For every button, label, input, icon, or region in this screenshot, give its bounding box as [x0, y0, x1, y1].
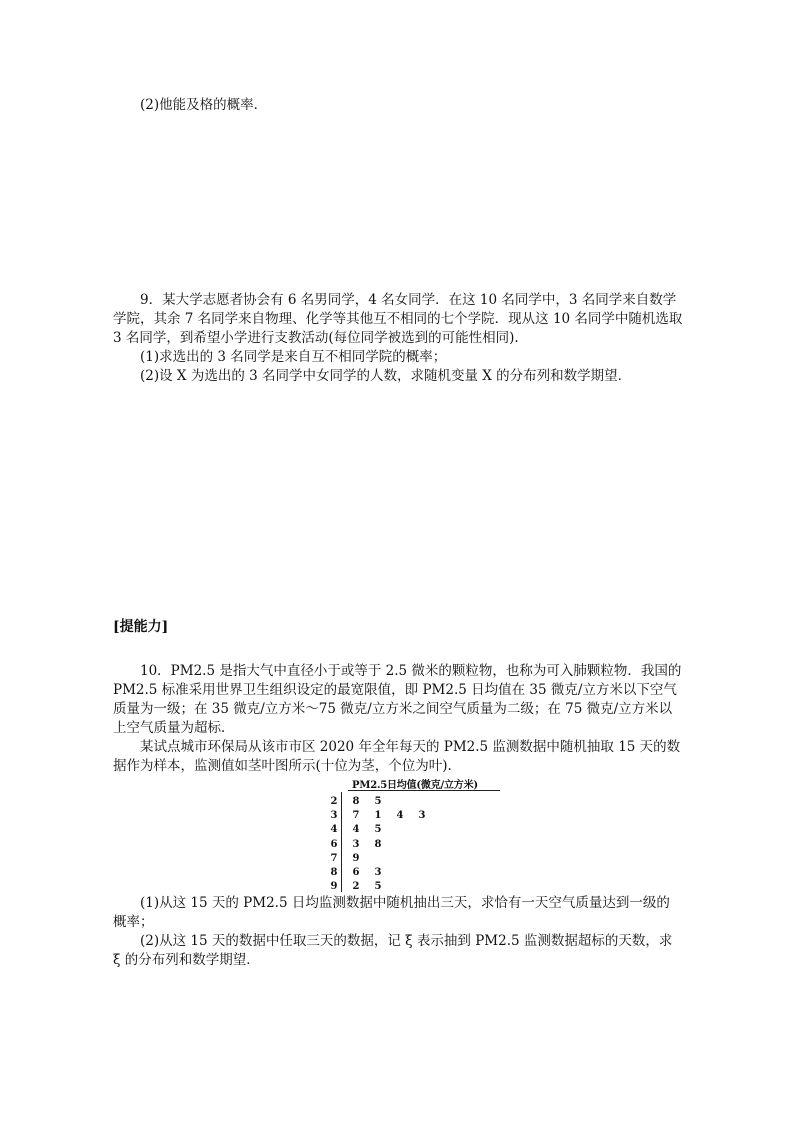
stem-leaf-row [322, 796, 500, 810]
stem-leaf-row [322, 839, 500, 853]
leaf-value: 5 [374, 881, 382, 893]
leaf-value: 2 [352, 881, 360, 893]
leaf-value: 1 [374, 810, 382, 822]
stem-leaf-title: PM2.5日均值(微克/立方米) [352, 780, 478, 791]
q10-subquestions [113, 894, 683, 970]
leaf-value: 7 [352, 810, 360, 822]
q8-part2: (2)他能及格的概率． [140, 97, 268, 113]
leaf-value: 3 [418, 810, 426, 822]
leaf-value: 4 [352, 824, 360, 836]
leaf-value: 4 [396, 810, 404, 822]
q9-stem: 9．某大学志愿者协会有 6 名男同学，4 名女同学．在这 10 名同学中，3 名同学来自数学学院，其余 7 名同学来自物理、化学等其他互不相同的七个学院．现从这 10 名同学中随机选取 3 名同学，到希望小学进行支教活动(每位同学被选到的可能性相同). [113, 292, 683, 346]
stem-value: 9 [330, 881, 338, 893]
stem-leaf-row [322, 853, 500, 867]
leaf-value: 8 [352, 796, 360, 807]
leaf-value: 6 [352, 867, 360, 878]
q10-context: 某试点城市环保局从该市市区 2020 年全年每天的 PM2.5 监测数据中随机抽取 15 天的数据作为样本，监测值如茎叶图所示(十位为茎，个位为叶). [113, 739, 681, 774]
leaf-value: 3 [374, 867, 382, 878]
leaf-value: 5 [374, 824, 382, 836]
stem-value: 8 [330, 867, 338, 878]
section-heading: [提能力] [113, 619, 169, 635]
stem-leaf-row [322, 867, 500, 881]
question-9 [113, 291, 683, 386]
leaf-value: 5 [374, 796, 382, 807]
leaf-value: 8 [374, 838, 382, 850]
question-10 [113, 662, 683, 776]
stem-leaf-header-rule [348, 790, 500, 791]
stem-value: 7 [330, 852, 338, 864]
q9-part2: (2)设 X 为选出的 3 名同学中女同学的人数，求随机变量 X 的分布列和数学期望． [140, 368, 632, 384]
stem-value: 2 [330, 796, 338, 807]
leaf-value: 9 [352, 852, 360, 864]
q10-part1: (1)从这 15 天的 PM2.5 日均监测数据中随机抽出三天，求恰有一天空气质量达到一级的概率； [113, 895, 670, 930]
q10-stem: 10．PM2.5 是指大气中直径小于或等于 2.5 微米的颗粒物，也称为可入肺颗粒物．我国的 PM2.5 标准采用世界卫生组织设定的最宽限值，即 PM2.5 日均值在 35 微克/立方米以下空气质量为一级；在 35 微克/立方米～75 微克/立方米之间空气质量为二级；在 75 微克/立方米以上空气质量为超标． [113, 663, 682, 736]
leaf-value: 3 [352, 838, 360, 850]
stem-leaf-plot [322, 774, 500, 892]
stem-value: 6 [330, 838, 338, 850]
stem-leaf-row [322, 824, 500, 838]
stem-value: 3 [330, 810, 338, 822]
stem-value: 4 [330, 824, 338, 836]
stem-leaf-row [322, 810, 500, 824]
q10-part2: (2)从这 15 天的数据中任取三天的数据，记 ξ 表示抽到 PM2.5 监测数据超标的天数，求 ξ 的分布列和数学期望． [113, 933, 673, 968]
q9-part1: (1)求选出的 3 名同学是来自互不相同学院的概率； [140, 349, 447, 365]
